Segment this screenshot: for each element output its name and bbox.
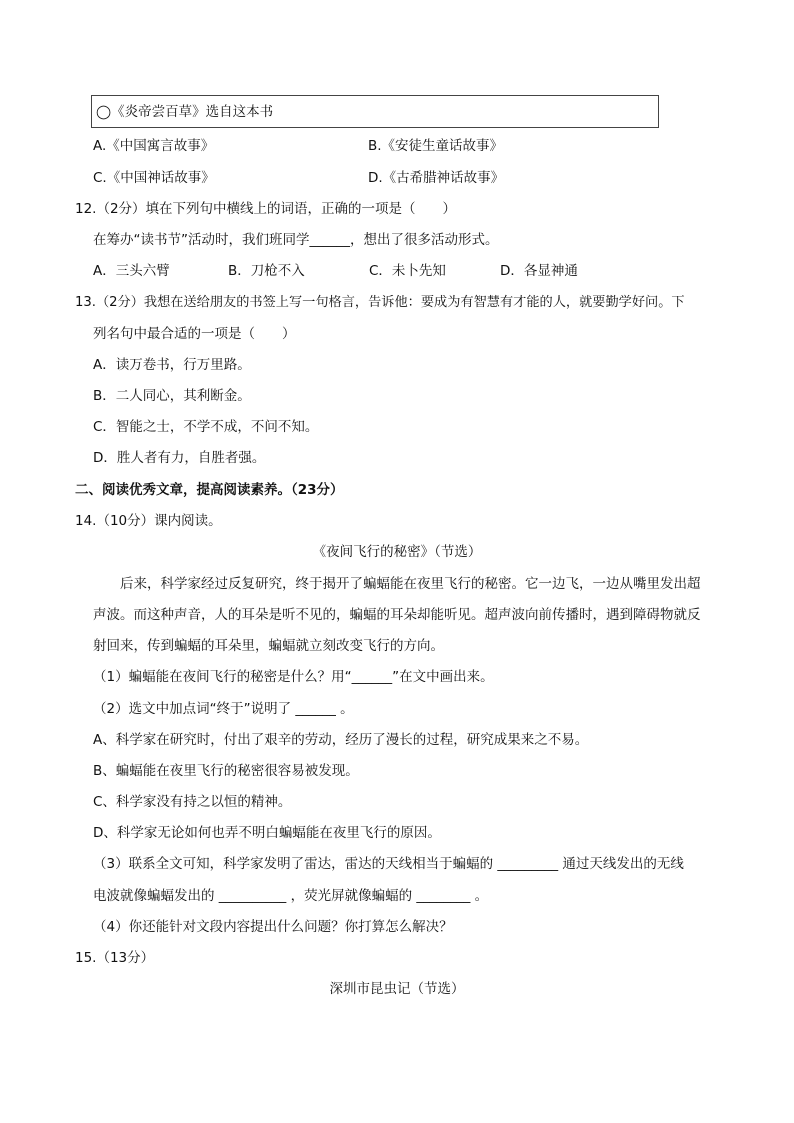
q12-option-a: A．三头六臂 [93,263,170,279]
q11-box [91,95,659,128]
q14-sub3-line1: （3）联系全文可知，科学家发明了雷达，雷达的天线相当于蝙蝠的 _________ 通过天线发出的无线 [93,856,684,872]
q13-option-b: B．二人同心，其利断金。 [93,388,251,404]
q14-sub2-option-c: C、科学家没有持之以恒的精神。 [93,794,292,810]
q12-sentence: 在筹办“读书节”活动时，我们班同学______，想出了很多活动形式。 [93,232,499,248]
q14-sub3-line2: 电波就像蝙蝠发出的 __________ ，荧光屏就像蝙蝠的 ________ 。 [93,888,489,904]
q13-option-c: C．智能之士，不学不成，不问不知。 [93,419,319,435]
q11-option-b: B.《安徒生童话故事》 [368,138,504,154]
q14-sub2: （2）选文中加点词“终于”说明了 ______ 。 [93,701,354,717]
q15-passage-title: 深圳市昆虫记（节选） [329,981,465,997]
q14-sub2-option-d: D、科学家无论如何也弄不明白蝙蝠能在夜里飞行的原因。 [93,825,441,841]
q12-option-b: B．刀枪不入 [228,263,305,279]
q12-option-c: C．未卜先知 [369,263,446,279]
q12-option-d: D．各显神通 [500,263,578,279]
q11-box-text: ◯《炎帝尝百草》选自这本书 [96,104,274,120]
section-2-heading: 二、阅读优秀文章，提高阅读素养。（23分） [75,482,344,498]
q14-passage-line-2: 声波。而这种声音，人的耳朵是听不见的，蝙蝠的耳朵却能听见。超声波向前传播时，遇到障碍物就反 [93,607,701,623]
q14-sub1: （1）蝙蝠能在夜间飞行的秘密是什么？用“______”在文中画出来。 [93,669,494,685]
q14-stem: 14.（10分）课内阅读。 [75,513,222,529]
q14-sub4: （4）你还能针对文段内容提出什么问题？你打算怎么解决？ [93,919,453,935]
q11-option-d: D.《古希腊神话故事》 [368,170,505,186]
q15-stem: 15.（13分） [75,950,155,966]
q13-stem-line1: 13.（2分）我想在送给朋友的书签上写一句格言，告诉他：要成为有智慧有才能的人，就要勤学好问。下 [75,295,685,310]
q13-option-a: A．读万卷书，行万里路。 [93,357,251,373]
q13-stem-line2: 列名句中最合适的一项是（ ） [93,326,296,342]
q14-passage-line-3: 射回来，传到蝙蝠的耳朵里，蝙蝠就立刻改变飞行的方向。 [93,638,444,654]
q14-sub2-option-b: B、蝙蝠能在夜里飞行的秘密很容易被发现。 [93,763,359,779]
q14-sub2-option-a: A、科学家在研究时，付出了艰辛的劳动，经历了漫长的过程，研究成果来之不易。 [93,732,589,748]
q12-stem: 12.（2分）填在下列句中横线上的词语，正确的一项是（ ） [75,201,457,217]
q13-option-d: D．胜人者有力，自胜者强。 [93,450,266,466]
q14-passage-title: 《夜间飞行的秘密》（节选） [312,544,482,560]
q11-option-a: A.《中国寓言故事》 [93,138,215,154]
q11-option-c: C.《中国神话故事》 [93,170,215,186]
q14-passage-line-1: 后来，科学家经过反复研究，终于揭开了蝙蝠能在夜里飞行的秘密。它一边飞，一边从嘴里发出超 [120,576,701,592]
